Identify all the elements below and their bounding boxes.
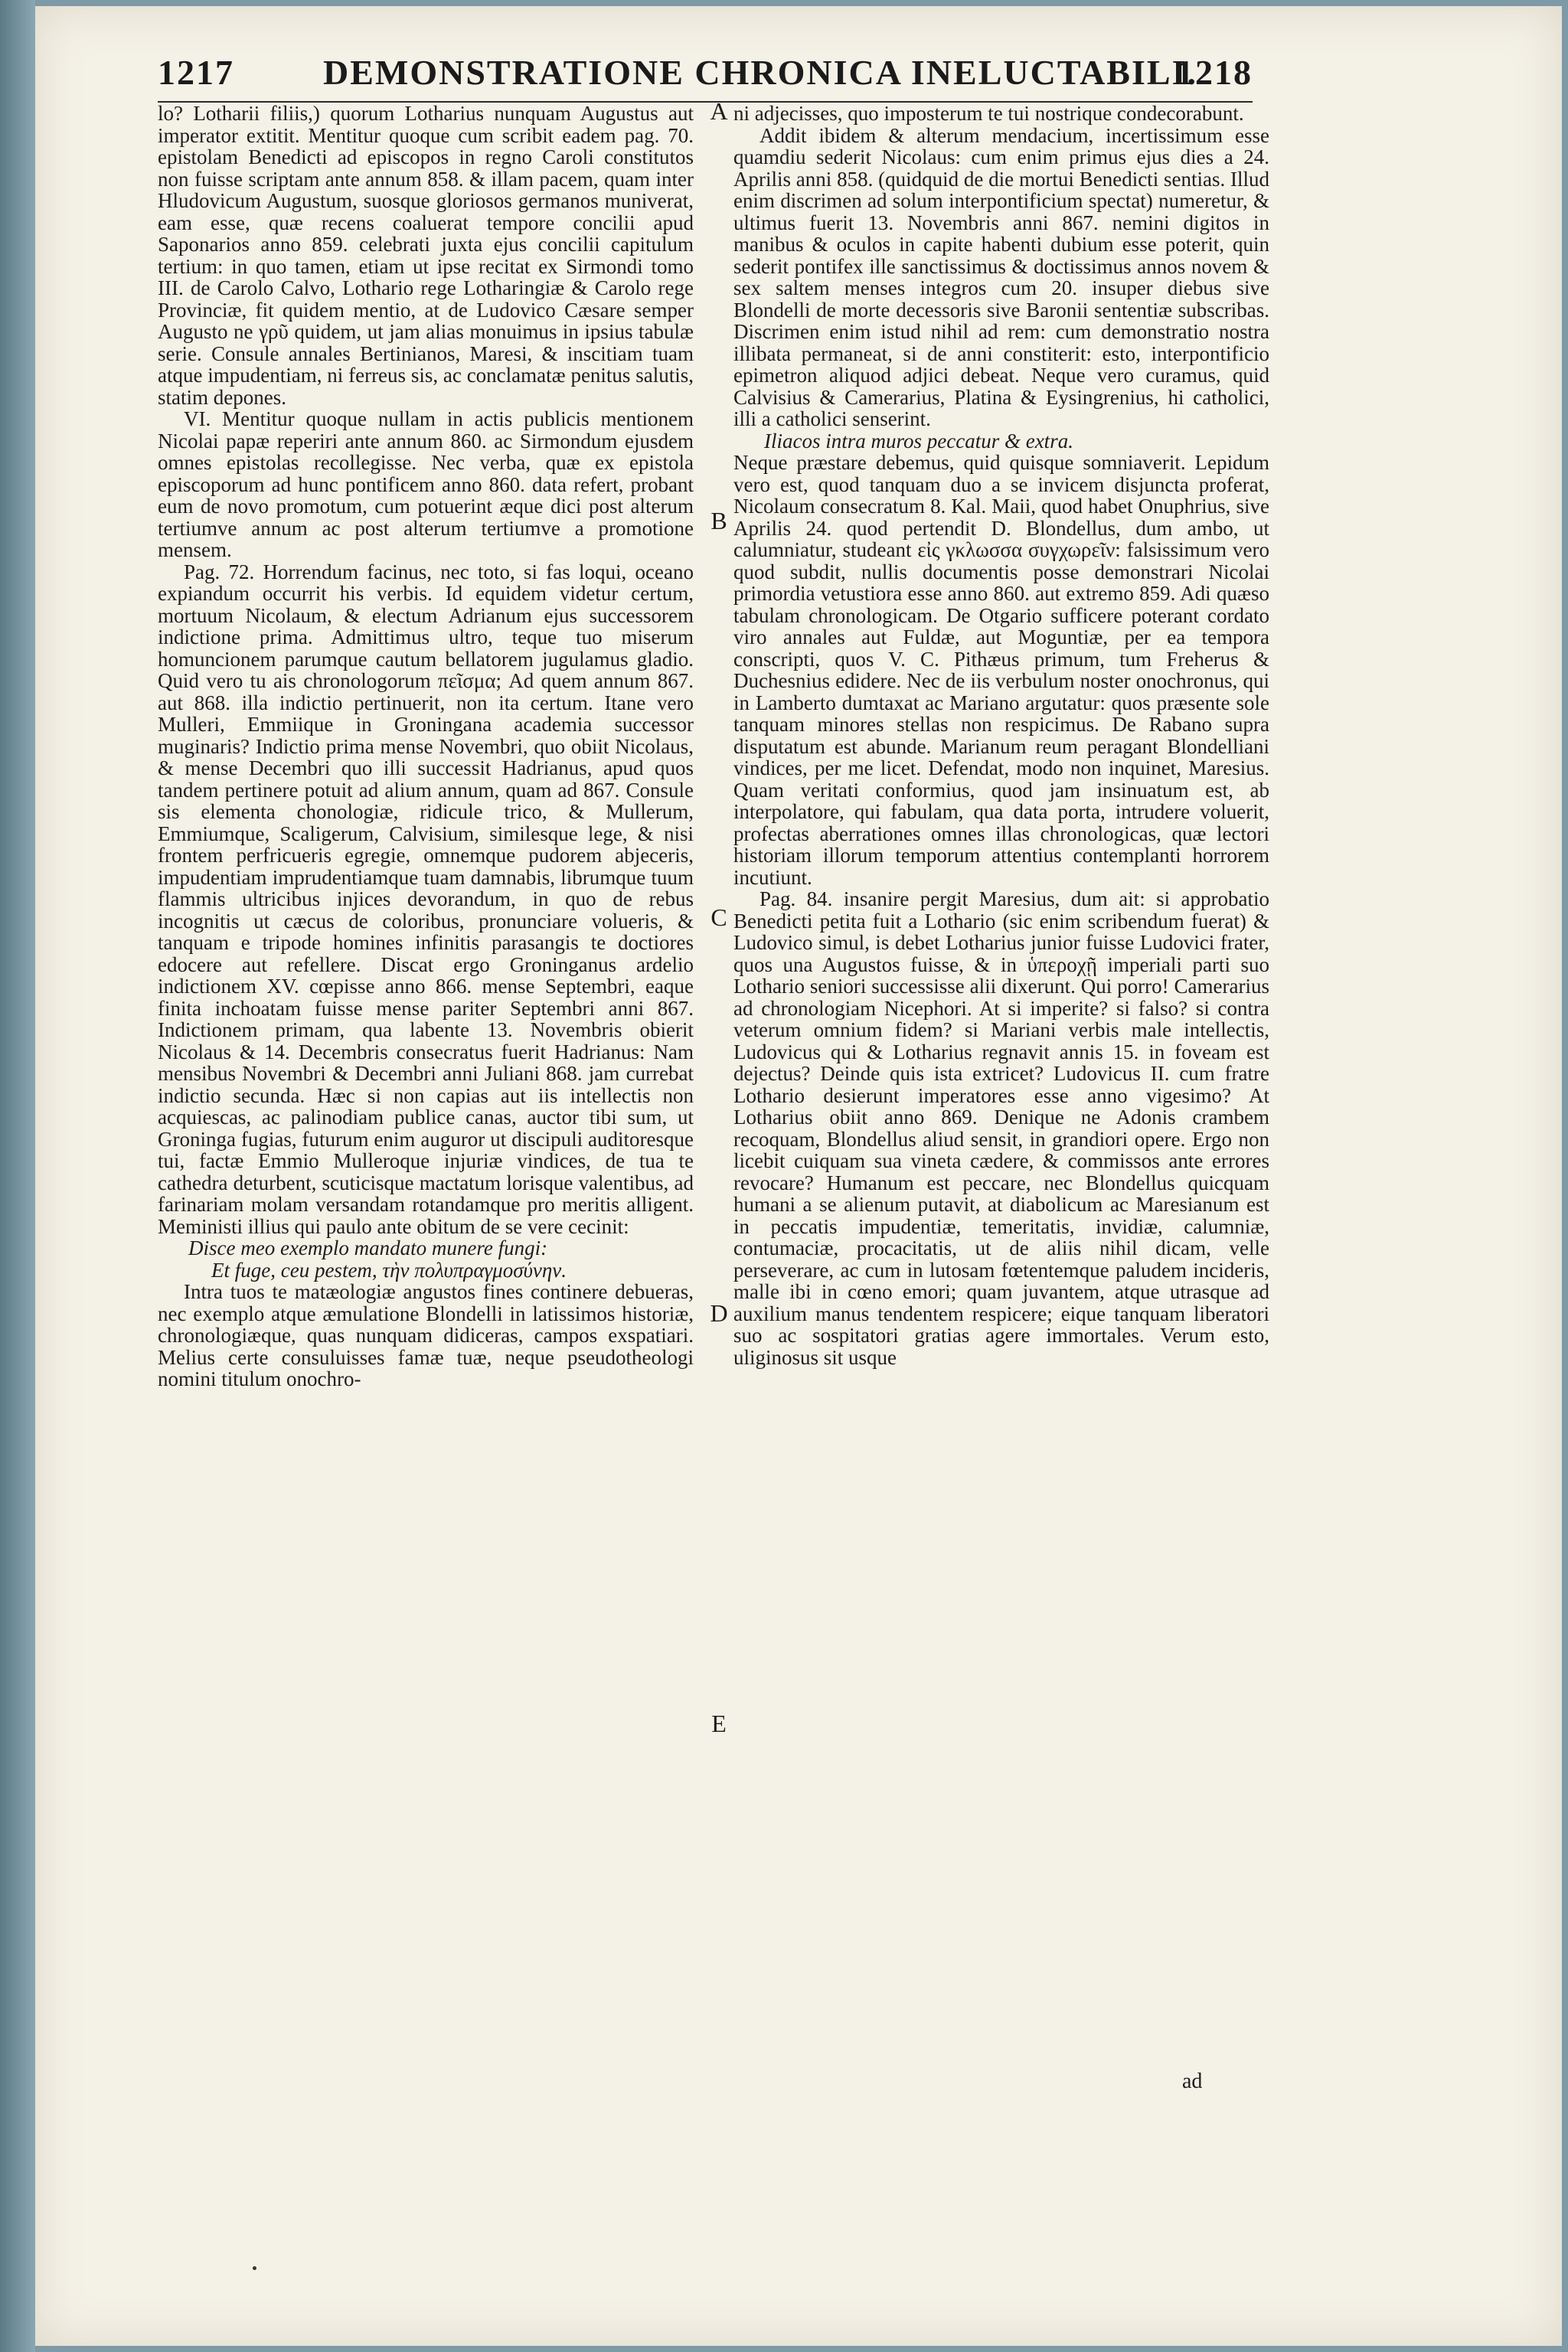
margin-letter-d: D — [710, 1299, 728, 1327]
paragraph: lo? Lotharii filiis,) quorum Lotharius nunquam Augustus aut imperator extitit. Mentitur quoque cum scribit eadem pag. 70. epistolam Benedicti ad episcopos in regno Caroli constitutos non fuisse scriptam ante annum 858. & illam pacem, quam inter Hludovicum Augustum, suosque gloriosos germanos muniverat, eam esse, quæ recens coaluerat tempore concilii apud Saponarios anno 859. celebrati juxta ejus concilii capitulum tertium: in quo tamen, etiam ut ipse recitat ex Sirmondi tomo III. de Carolo Calvo, Lothario rege Lotharingiæ & Carolo rege Provinciæ, fit quidem mentio, at de Ludovico Cæsare semper Augusto ne γρῦ quidem, ut jam alias monuimus in ipsius tabulæ serie. Consule annales Bertinianos, Maresi, & inscitiam tuam atque impudentiam, ni ferreus sis, ac conclamatæ penitus salutis, statim depones. — [158, 103, 694, 409]
paragraph: Pag. 72. Horrendum facinus, nec toto, si fas loqui, oceano expiandum occurrit his verbis. Id equidem videtur certum, mortuum Nicolaum, & electum Adrianum ejus successorem indictione prima. Admittimus ultro, teque tuo miserum homuncionem parumque cautum bellatorem jugulamus gladio. Quid vero tu ais chronologorum πεῖσμα; Ad quem annum 867. aut 868. illa indictio pertinuerit, non ita certum. Itane vero Mulleri, Emmiique in Groningana academia successor muginaris? Indictio prima mense Novembri, quo obiit Nicolaus, & mense Decembri quo illi successit Hadrianus, apud quos tandem pertinere potuit ad alium annum, quam ad 867. Consule sis elementa chonologiæ, ridicule trico, & Mullerum, Emmiumque, Scaligerum, Calvisium, similesque lege, & nisi frontem perfricueris egregie, omnemque pudorem abjeceris, impudentiam imprudentiamque tuam damnabis, librumque tuum flammis ultricibus injices devorandum, in quo de rebus incognitis ut cæcus de coloribus, pronunciare volueris, & tanquam e tripode homines infinitis parasangis te doctiores edocere aut refellere. Discat ergo Groninganus ardelio indictionem XV. cœpisse anno 866. mense Septembri, eaque finita inchoatam fuisse mense pariter Septembri anni 867. Indictionem primam, qua labente 13. Novembris obierit Nicolaus & 14. Decembris consecratus fuerit Hadrianus: Nam mensibus Novembri & Decembri anni Juliani 868. jam currebat indictio secunda. Hæc si non capias aut iis intellectis non acquiescas, ac palinodiam publice canas, auctor tibi sum, ut Groninga fugias, futurum enim auguror ut discipuli auditoresque tui, factæ Emmio Mulleroque injuriæ vindices, de tua te cathedra deturbent, scuticisque mactatum lorisque valentibus, ad farinariam molam versandam rotandamque pro meritis alligent. Meministi illius qui paulo ante obitum de se vere cecinit: — [158, 560, 694, 1238]
running-title: DEMONSTRATIONE CHRONICA INELUCTABILI. — [323, 53, 1197, 92]
paragraph: VI. Mentitur quoque nullam in actis publicis mentionem Nicolai papæ reperiri ante annum 860. ac Sirmondum ejusdem omnes epistolas recollegisse. Nec verba, quæ ex epistola episcoporum ad hunc pontificem anno 860. data refert, probant eum de novo promotum, cum potuerint æque dici post alterum tertiumve annum ac post alterum tertiumve a promotione mensem. — [158, 407, 694, 561]
page-header — [158, 52, 1253, 100]
margin-letter-c: C — [710, 903, 727, 931]
paragraph: Intra tuos te matæologiæ angustos fines continere debueras, nec exemplo atque æmulatione Blondelli in latissimos historiæ, chronologiæque, quas nunquam didiceras, campos exspatiari. Melius certe consuluisses famæ tuæ, neque pseudotheologi nomini titulum onochro- — [158, 1280, 694, 1390]
paragraph: ni adjecisses, quo imposterum te tui nostrique condecorabunt. — [733, 103, 1244, 125]
paragraph: Disce meo exemplo mandato munere fungi: — [188, 1236, 548, 1259]
margin-letter-e: E — [711, 1710, 727, 1737]
ink-speck — [253, 2266, 256, 2270]
margin-letter-a: A — [710, 97, 728, 125]
margin-letter-b: B — [710, 507, 727, 534]
paragraph: Et fuge, ceu pestem, τὴν πολυπραγμοσύνην. — [211, 1258, 567, 1282]
page-number-right: 1218 — [1176, 53, 1253, 92]
paragraph: Pag. 84. insanire pergit Maresius, dum ait: si approbatio Benedicti petita fuit a Lothario (sic enim scribendum fuerat) & Ludovico simul, is debet Lotharius junior fuisse Ludovici frater, quos una Augustos fuisse, & in ὑπεροχῇ imperiali parti suo Lothario seniori successisse alii dixerunt. Qui porro! Camerarius ad chronologiam Nicephori. At si imperite? si falso? si contra veterum omnium fidem? si Mariani verbis male intellectis, Ludovicus qui & Lotharius regnavit annis 15. in foveam est dejectus? Deinde quis ista extricet? Ludovicus II. cum fratre Lothario desierunt imperatores esse anno vigesimo? At Lotharius obiit anno 869. Denique ne Adonis crambem recoquam, Blondellus aliud sensit, in grandiori opere. Ergo non licebit cuiquam sua vineta cædere, & commissos ante errores revocare? Humanum est peccare, nec Blondellus quicquam humani a se alienum putavit, at diabolicum ac Maresianum est in peccatis impudentiæ, temeritatis, invidiæ, calumniæ, contumaciæ, procacitatis, ut de aliis nihil dicam, velle perseverare, ac cum in lutosam fœtentemque paludem incideris, malle ibi in cœno emori; quam juvantem, atque utrasque ad auxilium manus tendentem respicere; eique tanquam liberatori suo ac sospitatori gratias agere immortales. Verum esto, uliginosus sit usque — [733, 887, 1269, 1369]
catchword: ad — [1182, 2069, 1203, 2093]
page-number-left: 1217 — [158, 53, 234, 92]
left-column — [158, 103, 694, 2078]
paragraph: Iliacos intra muros peccatur & extra. — [764, 429, 1073, 452]
paragraph: Addit ibidem & alterum mendacium, incertissimum esse quamdiu sederit Nicolaus: cum enim primus ejus dies a 24. Aprilis anni 858. (quidquid de die mortui Benedicti sentias. Illud enim discrimen ad solum interpontificium spectat) numeretur, & ultimus fuerit 13. Novembris anni 867. nemini digitos in manibus & oculos in capite habenti dubium esse poterit, quin sederit pontifex ille sanctissimus & doctissimus annos novem & sex saltem menses integros cum 20. insuper diebus sive Blondelli de morte decessoris sive Baronii sententiæ subscribas. Discrimen enim istud nihil ad rem: cum demonstratio nostra illibata permaneat, si de anni constiterit: esto, interpontificio epimetron aliquod adjici debeat. Neque vero curamus, quid Calvisius & Camerarius, Platina & Eysingrenius, hi catholici, illi a catholici senserint. — [733, 123, 1269, 430]
right-column — [733, 103, 1269, 2078]
binding-gutter — [0, 0, 35, 2352]
paragraph: Neque præstare debemus, quid quisque somniaverit. Lepidum vero est, quod tanquam duo a se invicem disjuncta proferat, Nicolaum consecratum 8. Kal. Maii, quod habet Onuphrius, sive Aprilis 24. quod pertendit D. Blondellus, dum ambo, ut calumniatur, studeant εἰς γκλωσσα συγχωρεῖν: falsissimum vero quod subdit, nullis documentis posse demonstrari Nicolai primordia vetustiora esse anno 860. aut extremo 859. Adi quæso tabulam chronologicam. De Otgario sufficere poterant cordato viro annales aut Fuldæ, aut Moguntiæ, per ea tempora conscripti, quos V. C. Pithæus primum, tum Freherus & Duchesnius edidere. Nec de iis verbulum noster onochronus, qui in Lamberto dumtaxat ac Mariano argutatur: quos præsente sole tanquam minores stellas non respicimus. De Rabano supra disputatum est abunde. Marianum reum peragant Blondelliani vindices, per me licet. Defendat, modo non inquinet, Maresius. Quam veritati conformius, quod jam insinuatum est, ab interpolatore, qui fabulam, qua data porta, intrudere voluerit, profectas aberrationes omnes illas chronologicas, quæ lectori historiam illorum temporum attentius contemplanti horrorem incutiunt. — [733, 451, 1269, 889]
